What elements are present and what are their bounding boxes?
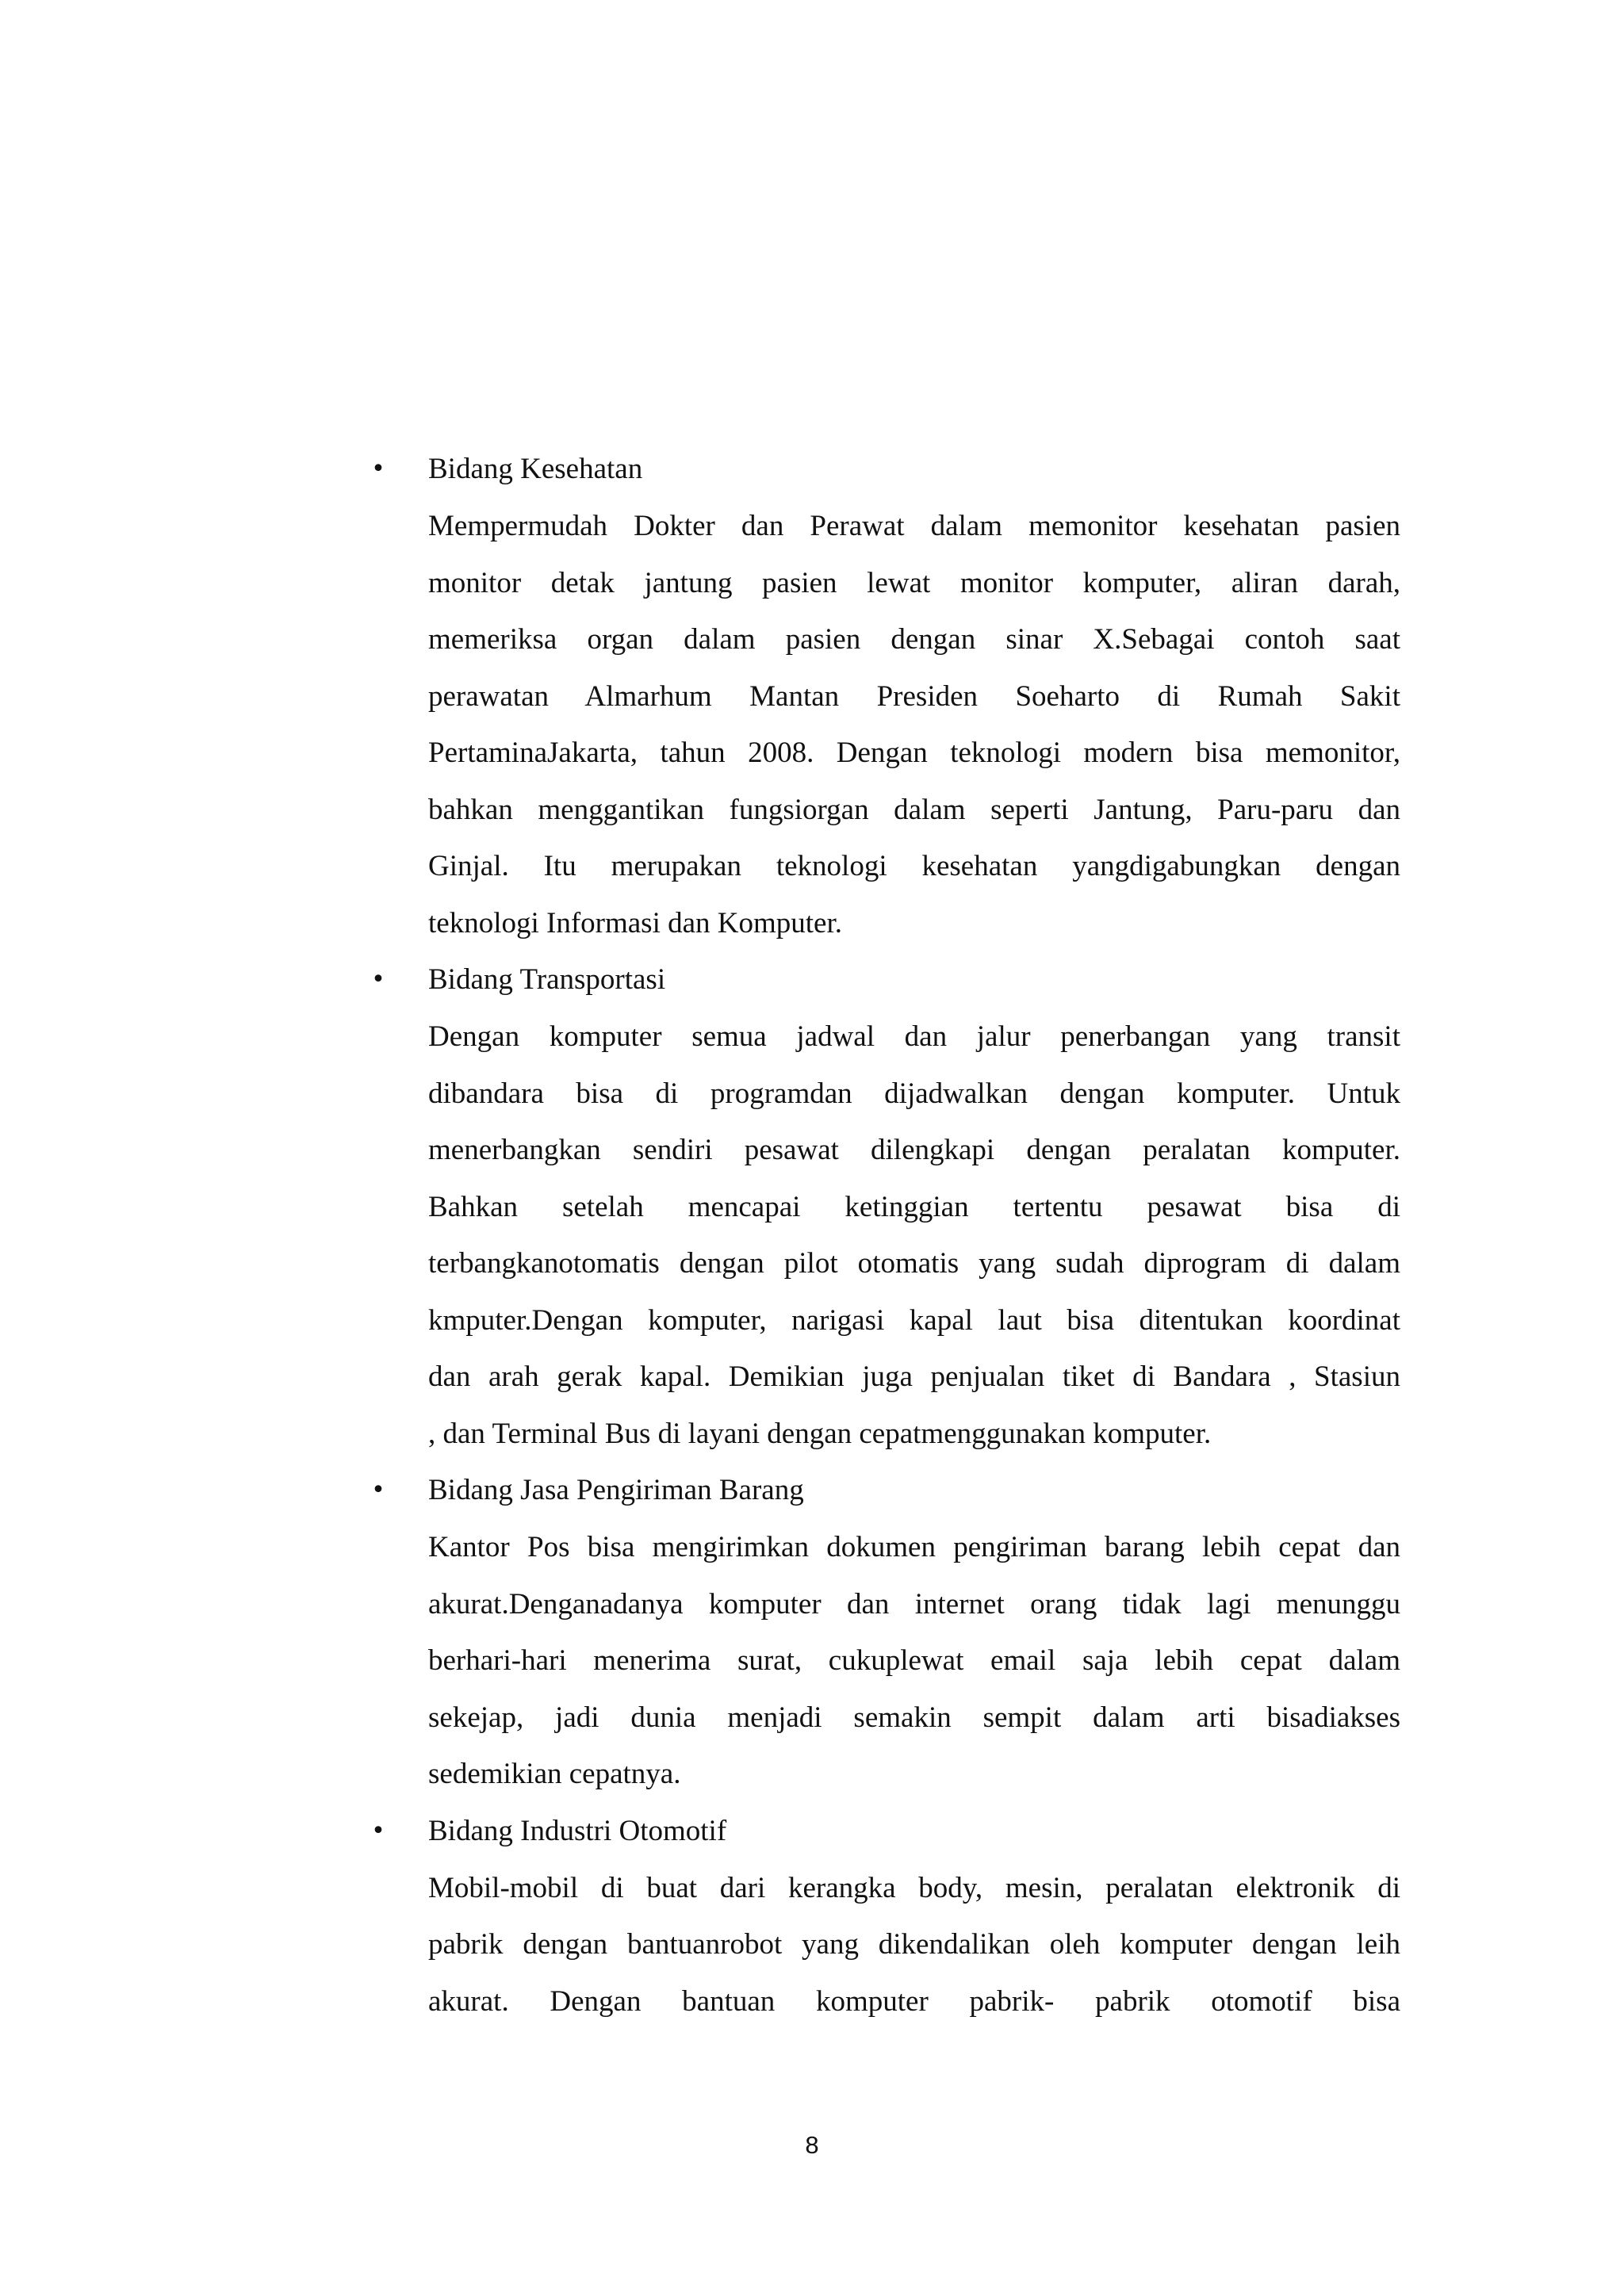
paragraph-line: menerbangkan sendiri pesawat dilengkapi dengan peralatan komputer. <box>428 1134 1400 1166</box>
section-heading-row <box>371 951 1400 1008</box>
paragraph-line: pabrik dengan bantuanrobot yang dikendalikan oleh komputer dengan leih <box>428 1928 1400 1961</box>
section-paragraph <box>428 1519 1400 1803</box>
section-heading: Bidang Jasa Pengiriman Barang <box>428 1474 804 1506</box>
paragraph-line: bahkan menggantikan fungsiorgan dalam seperti Jantung, Paru-paru dan <box>428 793 1400 826</box>
bullet-icon: • <box>371 455 385 483</box>
bullet-icon: • <box>371 966 385 993</box>
section-paragraph <box>428 1860 1400 2030</box>
paragraph-line: kmputer.Dengan komputer, narigasi kapal laut bisa ditentukan koordinat <box>428 1303 1400 1337</box>
section-heading-row <box>371 1462 1400 1519</box>
page-number: 8 <box>805 2131 819 2159</box>
section-industri-otomotif <box>371 1803 1400 2030</box>
paragraph-line: monitor detak jantung pasien lewat monitor komputer, aliran darah, <box>428 566 1400 599</box>
section-heading-row <box>371 1803 1400 1860</box>
paragraph-line: dibandara bisa di programdan dijadwalkan dengan komputer. Untuk <box>428 1077 1400 1110</box>
paragraph-line: Ginjal. Itu merupakan teknologi kesehatan yangdigabungkan dengan <box>428 850 1400 882</box>
paragraph-line: PertaminaJakarta, tahun 2008. Dengan teknologi modern bisa memonitor, <box>428 737 1400 769</box>
paragraph-line: Bahkan setelah mencapai ketinggian tertentu pesawat bisa di <box>428 1190 1400 1223</box>
section-jasa-pengiriman <box>371 1462 1400 1803</box>
paragraph-line: akurat. Dengan bantuan komputer pabrik- pabrik otomotif bisa <box>428 1984 1400 2018</box>
paragraph-line: Kantor Pos bisa mengirimkan dokumen pengiriman barang lebih cepat dan <box>428 1531 1400 1563</box>
paragraph-line: Mempermudah Dokter dan Perawat dalam memonitor kesehatan pasien <box>428 510 1400 542</box>
section-heading: Bidang Transportasi <box>428 963 666 996</box>
section-transportasi <box>371 951 1400 1462</box>
paragraph-line: teknologi Informasi dan Komputer. <box>428 906 843 939</box>
bullet-icon: • <box>371 1476 385 1504</box>
section-heading-row <box>371 441 1400 498</box>
paragraph-line: terbangkanotomatis dengan pilot otomatis yang sudah diprogram di dalam <box>428 1247 1400 1280</box>
section-paragraph <box>428 498 1400 951</box>
paragraph-line: Dengan komputer semua jadwal dan jalur penerbangan yang transit <box>428 1020 1400 1053</box>
section-paragraph <box>428 1008 1400 1462</box>
paragraph-line: perawatan Almarhum Mantan Presiden Soeharto di Rumah Sakit <box>428 679 1400 713</box>
section-heading: Bidang Kesehatan <box>428 453 643 485</box>
paragraph-line: memeriksa organ dalam pasien dengan sinar X.Sebagai contoh saat <box>428 623 1400 656</box>
paragraph-line: dan arah gerak kapal. Demikian juga penjualan tiket di Bandara , Stasiun <box>428 1360 1400 1393</box>
paragraph-line: Mobil-mobil di buat dari kerangka body, mesin, peralatan elektronik di <box>428 1871 1400 1904</box>
paragraph-line: , dan Terminal Bus di layani dengan cepatmenggunakan komputer. <box>428 1417 1212 1450</box>
page-content <box>371 441 1400 2030</box>
bullet-icon: • <box>371 1816 385 1845</box>
section-kesehatan <box>371 441 1400 951</box>
paragraph-line: akurat.Denganadanya komputer dan internet orang tidak lagi menunggu <box>428 1587 1400 1621</box>
paragraph-line: berhari-hari menerima surat, cukuplewat email saja lebih cepat dalam <box>428 1644 1400 1677</box>
section-heading: Bidang Industri Otomotif <box>428 1814 727 1847</box>
paragraph-line: sekejap, jadi dunia menjadi semakin sempit dalam arti bisadiakses <box>428 1701 1400 1734</box>
paragraph-line: sedemikian cepatnya. <box>428 1758 681 1790</box>
